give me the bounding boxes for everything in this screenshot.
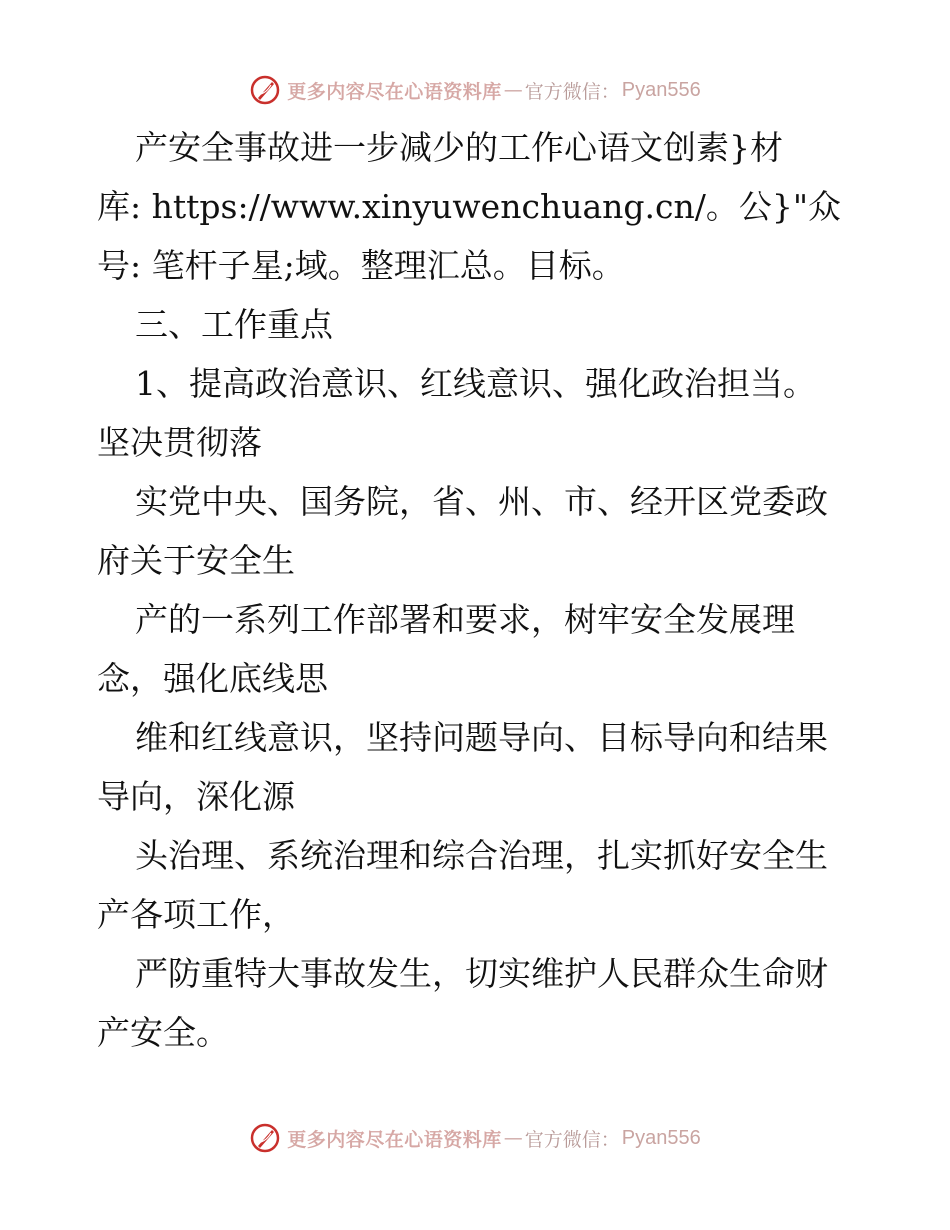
body-line: 导向，深化源 <box>97 777 295 816</box>
feather-pen-logo-icon <box>249 1122 281 1154</box>
body-line: 1、提高政治意识、红线意识、强化政治担当。 <box>135 364 816 403</box>
header-banner <box>0 70 950 110</box>
body-line: 产安全。 <box>97 1013 229 1052</box>
footer-banner <box>0 1118 950 1158</box>
banner-separator: — <box>503 79 523 101</box>
body-line: 号: 笔杆子星;域。整理汇总。目标。 <box>97 246 625 285</box>
body-line: 产安全事故进一步减少的工作心语文创素}材 <box>135 128 783 167</box>
body-line: 严防重特大事故发生，切实维护人民群众生命财 <box>135 954 828 993</box>
body-line: 实党中央、国务院，省、州、市、经开区党委政 <box>135 482 828 521</box>
banner-wechat-id: Pyan556 <box>621 1126 701 1149</box>
banner-promo-text: 更多内容尽在心语资料库 <box>287 80 502 103</box>
banner-separator: — <box>503 1127 523 1149</box>
body-line: 府关于安全生 <box>97 541 295 580</box>
body-line: 坚决贯彻落 <box>97 423 262 462</box>
body-line: 头治理、系统治理和综合治理，扎实抓好安全生 <box>135 836 828 875</box>
section-heading: 三、工作重点 <box>135 305 333 344</box>
document-body <box>97 118 867 1062</box>
banner-promo-text: 更多内容尽在心语资料库 <box>287 1128 502 1151</box>
banner-wechat-id: Pyan556 <box>621 78 701 101</box>
banner-wechat-label: 官方微信： <box>524 80 620 103</box>
body-line: 产的一系列工作部署和要求，树牢安全发展理 <box>135 600 795 639</box>
feather-pen-logo-icon <box>249 74 281 106</box>
body-line: 念，强化底线思 <box>97 659 328 698</box>
banner-wechat-label: 官方微信： <box>524 1128 620 1151</box>
body-line: 产各项工作， <box>97 895 295 934</box>
body-line: 库: https://www.xinyuwenchuang.cn/。公}"众 <box>97 187 842 226</box>
body-line: 维和红线意识，坚持问题导向、目标导向和结果 <box>135 718 828 757</box>
